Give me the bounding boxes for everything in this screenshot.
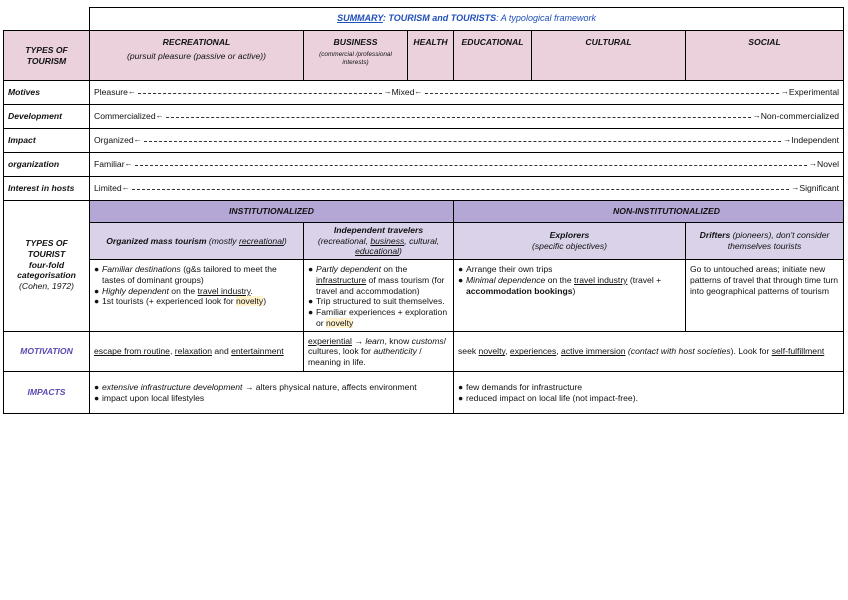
tourism-types-row: [4, 31, 844, 81]
spectrum-row: [4, 81, 844, 105]
explorers-cell: Explorers (specific objectives): [454, 223, 686, 260]
list-item: ● Partly dependent on the infrastructure of mass tourism (for travel and accommodation): [308, 264, 445, 296]
list-item: ● Familiar experiences + exploration or novelty: [308, 307, 448, 328]
list-item: ● Highly dependent on the travel industry.: [94, 285, 253, 296]
list-item: ● Minimal dependence on the travel industry (travel + accommodation bookings): [458, 274, 662, 296]
col-educational: EDUCATIONAL: [454, 31, 532, 81]
col-business: BUSINESS (commercial /professional interests): [304, 31, 408, 81]
typology-table-sheet: [3, 7, 843, 414]
spectrum-row: [4, 129, 844, 153]
spectrum-scale: Familiar ← → Novel: [90, 153, 844, 177]
list-item: ● 1st tourists (+ experienced look for novelty): [94, 296, 267, 307]
organized-details: [90, 260, 304, 332]
spectrum-row: [4, 105, 844, 129]
arrow-line: [425, 93, 779, 94]
spectrum-scale: Commercialized ← → Non-commercialized: [90, 105, 844, 129]
spectrum-label: Interest in hosts: [4, 177, 90, 201]
spectrum-scale: Pleasure ← → Mixed ← → Experimental: [90, 81, 844, 105]
independent-travelers-cell: Independent travelers (recreational, business, cultural, educational): [304, 223, 454, 260]
arrow-line: [144, 141, 782, 142]
spectrum-scale: Organized ← → Independent: [90, 129, 844, 153]
motivation-label: MOTIVATION: [4, 332, 90, 372]
organized-mass-tourism-cell: Organized mass tourism (mostly recreational): [90, 223, 304, 260]
col-recreational: RECREATIONAL (pursuit pleasure (passive or active)): [90, 31, 304, 81]
spectrum-scale: Limited ← → Significant: [90, 177, 844, 201]
motivation-institutionalized-2: experiential → learn, know customs/ cultures, look for authenticity / meaning in life.: [304, 332, 454, 372]
spectrum-label: Impact: [4, 129, 90, 153]
col-cultural: CULTURAL: [532, 31, 686, 81]
impacts-non-institutionalized: [454, 372, 844, 414]
list-item: ● impact upon local lifestyles: [94, 392, 205, 403]
types-of-tourism-label: TYPES OF TOURISM: [4, 31, 90, 81]
spectrum-label: Development: [4, 105, 90, 129]
arrow-line: [135, 165, 807, 166]
spectrum-row: [4, 153, 844, 177]
page-title: SUMMARY: TOURISM and TOURISTS: A typological framework: [90, 8, 844, 31]
list-item: ● few demands for infrastructure: [458, 381, 583, 392]
types-of-tourist-label: TYPES OF TOURIST four-fold categorisation (Cohen, 1972): [4, 201, 90, 332]
list-item: ● extensive infrastructure development → alters physical nature, affects environment: [94, 381, 417, 392]
typology-table: [3, 7, 844, 414]
independent-details: [304, 260, 454, 332]
spectrum-label: Motives: [4, 81, 90, 105]
list-item: ● reduced impact on local life (not impact-free).: [458, 392, 638, 403]
list-item: ● Arrange their own trips: [458, 264, 553, 275]
non-institutionalized-header: NON-INSTITUTIONALIZED: [454, 201, 844, 223]
arrow-line: [166, 117, 751, 118]
spectrum-row: [4, 177, 844, 201]
drifters-cell: Drifters (pioneers), don't consider themselves tourists: [686, 223, 844, 260]
motivation-row: [4, 332, 844, 372]
col-social: SOCIAL: [686, 31, 844, 81]
impacts-label: IMPACTS: [4, 372, 90, 414]
impacts-institutionalized: [90, 372, 454, 414]
tourist-types-row: [4, 223, 844, 260]
title-row: [4, 8, 844, 31]
col-health: HEALTH: [408, 31, 454, 81]
arrow-line: [138, 93, 382, 94]
list-item: ● Trip structured to suit themselves.: [308, 296, 445, 307]
institutionalized-header: INSTITUTIONALIZED: [90, 201, 454, 223]
motivation-institutionalized-1: escape from routine, relaxation and entertainment: [90, 332, 304, 372]
tourist-details-row: [4, 260, 844, 332]
motivation-non-institutionalized: seek novelty, experiences, active immersion (contact with host societies). Look for self-fulfillment: [454, 332, 844, 372]
explorers-details: [454, 260, 686, 332]
list-item: ● Familiar destinations (g&s tailored to meet the tastes of dominant groups): [94, 264, 277, 285]
arrow-line: [132, 189, 790, 190]
impacts-row: [4, 372, 844, 414]
drifters-details: Go to untouched areas; initiate new patterns of travel that through time turn into geographical patterns of tourism: [686, 260, 844, 332]
tourist-group-row: [4, 201, 844, 223]
spectrum-label: organization: [4, 153, 90, 177]
